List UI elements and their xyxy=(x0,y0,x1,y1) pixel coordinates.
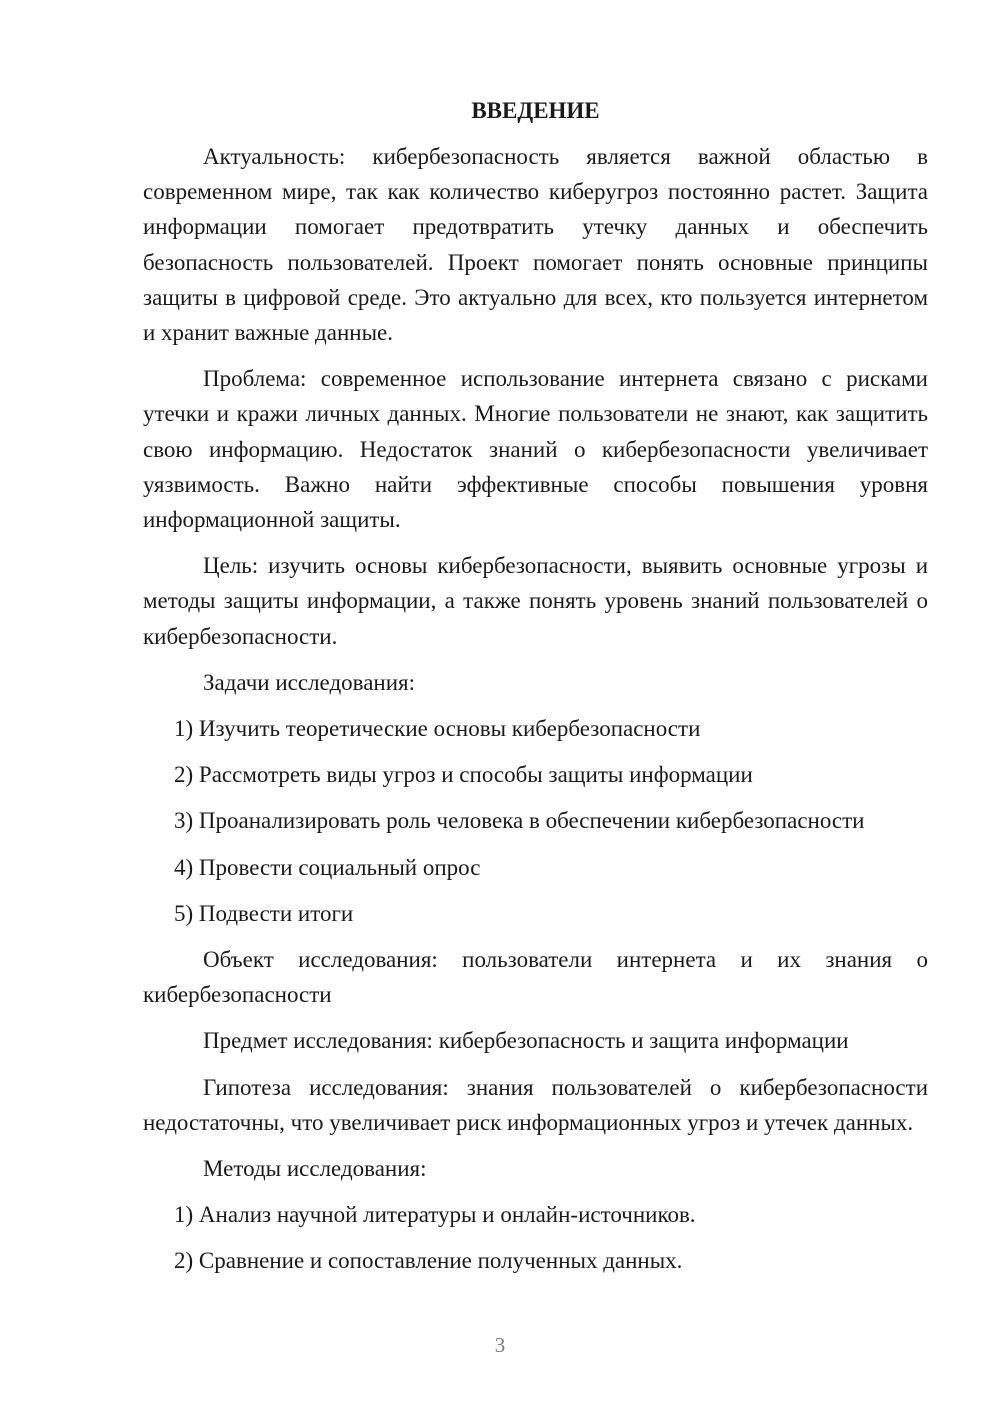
subject-paragraph: Предмет исследования: кибербезопасность и защита информации xyxy=(203,1028,849,1054)
task-item: 1) Изучить теоретические основы кибербезопасности xyxy=(174,716,701,742)
methods-heading: Методы исследования: xyxy=(203,1156,427,1182)
tasks-heading: Задачи исследования: xyxy=(203,669,416,695)
hypothesis-paragraph: Гипотеза исследования: знания пользователей о кибербезопасности недостаточны, что увеличивает риск информационных угроз и утечек данных. xyxy=(143,1074,928,1135)
relevance-paragraph: Актуальность: кибербезопасность является важной областью в современном мире, так как количество киберугроз постоянно растет. Защита информации помогает предотвратить утечку данных и обеспечить безопасность пользователей. Проект помогает понять основные принципы защиты в цифровой среде. Это актуально для всех, кто пользуется интернетом и хранит важные данные. xyxy=(143,144,928,346)
method-item: 1) Анализ научной литературы и онлайн-источников. xyxy=(174,1202,696,1228)
task-item: 3) Проанализировать роль человека в обеспечении кибербезопасности xyxy=(174,808,865,834)
tasks-list xyxy=(143,711,928,931)
problem-paragraph: Проблема: современное использование интернета связано с рисками утечки и кражи личных данных. Многие пользователи не знают, как защитить свою информацию. Недостаток знаний о кибербезопасности увеличивает уязвимость. Важно найти эффективные способы повышения уровня информационной защиты. xyxy=(143,366,928,533)
object-paragraph: Объект исследования: пользователи интернета и их знания о кибербезопасности xyxy=(143,947,928,1008)
document-body xyxy=(143,93,928,1290)
task-item: 4) Провести социальный опрос xyxy=(174,854,481,880)
task-item: 2) Рассмотреть виды угроз и способы защиты информации xyxy=(174,762,753,788)
page-number: 3 xyxy=(494,1333,506,1357)
method-item: 2) Сравнение и сопоставление полученных данных. xyxy=(174,1248,683,1274)
methods-list xyxy=(143,1197,928,1278)
goal-paragraph: Цель: изучить основы кибербезопасности, выявить основные угрозы и методы защиты информации, а также понять уровень знаний пользователей о кибербезопасности. xyxy=(143,553,928,649)
task-item: 5) Подвести итоги xyxy=(174,900,354,926)
page-title: ВВЕДЕНИЕ xyxy=(471,98,600,123)
